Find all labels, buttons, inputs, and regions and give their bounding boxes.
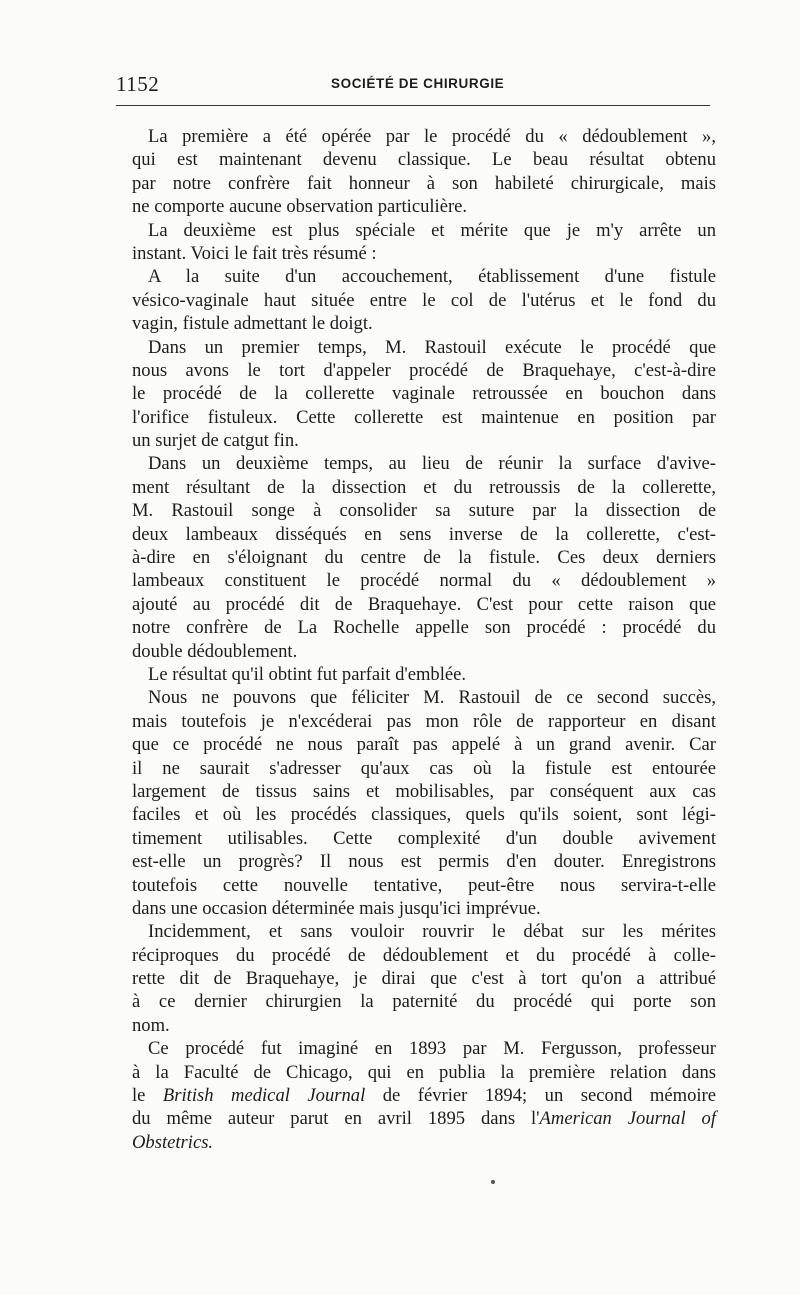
page-header bbox=[116, 70, 710, 100]
text-line: ment résultant de la dissection et du retroussis de la collerette, bbox=[132, 476, 716, 498]
text-line: Incidemment, et sans vouloir rouvrir le débat sur les mérites bbox=[148, 921, 716, 943]
text-line: à-dire en s'éloignant du centre de la fistule. Ces deux derniers bbox=[132, 547, 716, 569]
text-line: double dédoublement. bbox=[132, 640, 298, 662]
text-line: notre confrère de La Rochelle appelle son procédé : procédé du bbox=[132, 617, 716, 639]
ink-speck bbox=[491, 1180, 495, 1184]
text-line: La deuxième est plus spéciale et mérite que je m'y arrête un bbox=[148, 219, 716, 241]
text-line: deux lambeaux disséqués en sens inverse de la collerette, c'est- bbox=[132, 523, 716, 545]
text-line: est-elle un progrès? Il nous est permis d'en douter. Enregistrons bbox=[132, 851, 716, 873]
text-line: mais toutefois je n'excéderai pas mon rôle de rapporteur en disant bbox=[132, 710, 716, 732]
text-line: l'orifice fistuleux. Cette collerette est maintenue en position par bbox=[132, 406, 716, 428]
citation-line bbox=[132, 1107, 716, 1130]
header-rule bbox=[116, 105, 710, 106]
text-line: Ce procédé fut imaginé en 1893 par M. Fergusson, professeur bbox=[148, 1038, 716, 1060]
text-line: Nous ne pouvons que féliciter M. Rastouil de ce second succès, bbox=[148, 687, 716, 709]
text-line: nom. bbox=[132, 1014, 170, 1036]
text-line: timement utilisables. Cette complexité d'un double avivement bbox=[132, 827, 716, 849]
text-line: par notre confrère fait honneur à son habileté chirurgicale, mais bbox=[132, 172, 716, 194]
text-line: qui est maintenant devenu classique. Le beau résultat obtenu bbox=[132, 149, 716, 171]
body-text bbox=[132, 125, 716, 1154]
citation-text: de février 1894; un second mémoire bbox=[365, 1085, 716, 1107]
text-line: ajouté au procédé dit de Braquehaye. C'est pour cette raison que bbox=[132, 593, 716, 615]
text-line: Dans un deuxième temps, au lieu de réunir la surface d'avive- bbox=[148, 453, 716, 475]
text-line: toutefois cette nouvelle tentative, peut-être nous servira-t-elle bbox=[132, 874, 716, 896]
text-line: La première a été opérée par le procédé du « dédoublement », bbox=[148, 126, 716, 147]
page-number: 1152 bbox=[116, 72, 160, 96]
text-line: à la Faculté de Chicago, qui en publia la première relation dans bbox=[132, 1061, 716, 1083]
citation-text: du même auteur parut en avril 1895 dans l' bbox=[132, 1108, 540, 1130]
text-line: à ce dernier chirurgien la paternité du procédé qui porte son bbox=[132, 991, 716, 1013]
text-line: faciles et où les procédés classiques, quels qu'ils soient, sont légi- bbox=[132, 804, 716, 826]
text-line: A la suite d'un accouchement, établissement d'une fistule bbox=[148, 266, 716, 288]
text-line: un surjet de catgut fin. bbox=[132, 430, 299, 452]
citation-text: le bbox=[132, 1085, 163, 1107]
text-line: dans une occasion déterminée mais jusqu'ici imprévue. bbox=[132, 897, 541, 919]
text-line: vagin, fistule admettant le doigt. bbox=[132, 313, 373, 335]
text-line: lambeaux constituent le procédé normal du « dédoublement » bbox=[132, 570, 716, 592]
text-line: largement de tissus sains et mobilisables, par conséquent aux cas bbox=[132, 780, 716, 802]
text-line: nous avons le tort d'appeler procédé de Braquehaye, c'est-à-dire bbox=[132, 359, 716, 381]
text-line: rette dit de Braquehaye, je dirai que c'est à tort qu'on a attribué bbox=[132, 968, 716, 990]
text-line: M. Rastouil songe à consolider sa suture par la dissection de bbox=[132, 500, 716, 522]
journal-title: American Journal of bbox=[539, 1108, 716, 1130]
text-line: Le résultat qu'il obtint fut parfait d'emblée. bbox=[148, 663, 467, 685]
text-line: que ce procédé ne nous paraît pas appelé à un grand avenir. Car bbox=[132, 734, 716, 756]
journal-title: British medical Journal bbox=[162, 1085, 366, 1107]
running-title: SOCIÉTÉ DE CHIRURGIE bbox=[331, 76, 505, 91]
text-line: le procédé de la collerette vaginale retroussée en bouchon dans bbox=[132, 383, 716, 405]
text-line: Dans un premier temps, M. Rastouil exécute le procédé que bbox=[148, 336, 716, 358]
journal-title: Obstetrics. bbox=[132, 1131, 214, 1153]
citation-line bbox=[132, 1084, 716, 1107]
text-line: instant. Voici le fait très résumé : bbox=[132, 242, 377, 264]
text-line: ne comporte aucune observation particulière. bbox=[132, 196, 468, 218]
text-line: réciproques du procédé de dédoublement et du procédé à colle- bbox=[132, 944, 716, 966]
text-line: il ne saurait s'adresser qu'aux cas où la fistule est entourée bbox=[132, 757, 716, 779]
text-line: vésico-vaginale haut située entre le col de l'utérus et le fond du bbox=[132, 289, 716, 311]
